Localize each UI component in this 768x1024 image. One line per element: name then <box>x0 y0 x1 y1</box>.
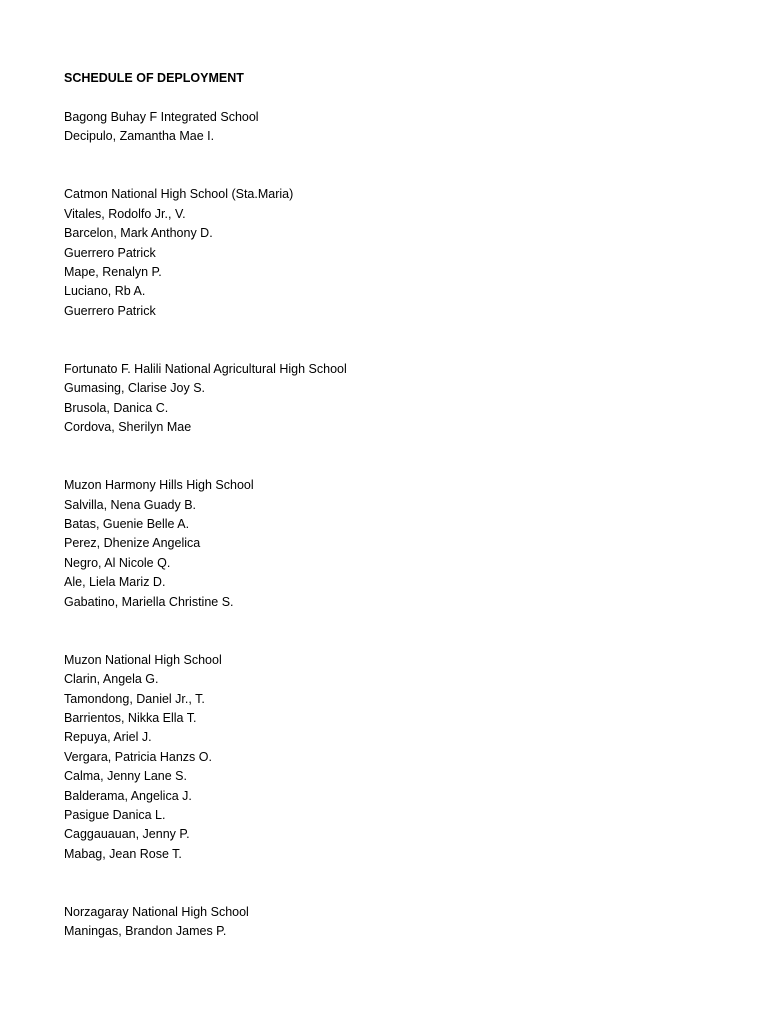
school-section <box>64 476 704 612</box>
deployee-name: Calma, Jenny Lane S. <box>64 769 187 784</box>
school-section <box>64 185 704 321</box>
school-name: Muzon National High School <box>64 652 222 667</box>
deployee-name: Maningas, Brandon James P. <box>64 924 227 939</box>
deployee-name: Salvilla, Nena Guady B. <box>64 497 197 512</box>
deployee-name: Vitales, Rodolfo Jr., V. <box>64 206 186 221</box>
school-section <box>64 108 704 147</box>
deployee-name: Decipulo, Zamantha Mae I. <box>64 129 215 144</box>
document-title: SCHEDULE OF DEPLOYMENT <box>64 71 244 85</box>
deployee-name: Negro, Al Nicole Q. <box>64 555 171 570</box>
school-section <box>64 903 704 942</box>
deployee-name: Repuya, Ariel J. <box>64 730 152 745</box>
deployee-name: Caggauauan, Jenny P. <box>64 827 190 842</box>
deployee-name: Barcelon, Mark Anthony D. <box>64 226 213 241</box>
school-name: Bagong Buhay F Integrated School <box>64 109 259 124</box>
deployee-name: Cordova, Sherilyn Mae <box>64 420 192 435</box>
school-section <box>64 360 704 438</box>
deployee-name: Perez, Dhenize Angelica <box>64 536 201 551</box>
deployee-name: Mabag, Jean Rose T. <box>64 846 182 861</box>
deployee-name: Luciano, Rb A. <box>64 284 146 299</box>
deployee-name: Brusola, Danica C. <box>64 400 169 415</box>
deployee-name: Ale, Liela Mariz D. <box>64 575 166 590</box>
deployee-name: Gumasing, Clarise Joy S. <box>64 381 206 396</box>
school-name: Muzon Harmony Hills High School <box>64 478 254 493</box>
deployee-name: Mape, Renalyn P. <box>64 264 162 279</box>
deployee-name: Pasigue Danica L. <box>64 807 166 822</box>
school-name: Catmon National High School (Sta.Maria) <box>64 187 294 202</box>
deployee-name: Balderama, Angelica J. <box>64 788 192 803</box>
deployee-name: Clarin, Angela G. <box>64 672 159 687</box>
deployee-name: Barrientos, Nikka Ella T. <box>64 710 197 725</box>
deployee-name: Gabatino, Mariella Christine S. <box>64 594 234 609</box>
document-page <box>64 69 704 980</box>
deployee-name: Vergara, Patricia Hanzs O. <box>64 749 212 764</box>
school-name: Fortunato F. Halili National Agricultural High School <box>64 361 347 376</box>
deployee-name: Batas, Guenie Belle A. <box>64 517 190 532</box>
deployee-name: Guerrero Patrick <box>64 245 156 260</box>
deployee-name: Guerrero Patrick <box>64 303 156 318</box>
school-name: Norzagaray National High School <box>64 904 249 919</box>
school-section <box>64 651 704 864</box>
deployee-name: Tamondong, Daniel Jr., T. <box>64 691 205 706</box>
